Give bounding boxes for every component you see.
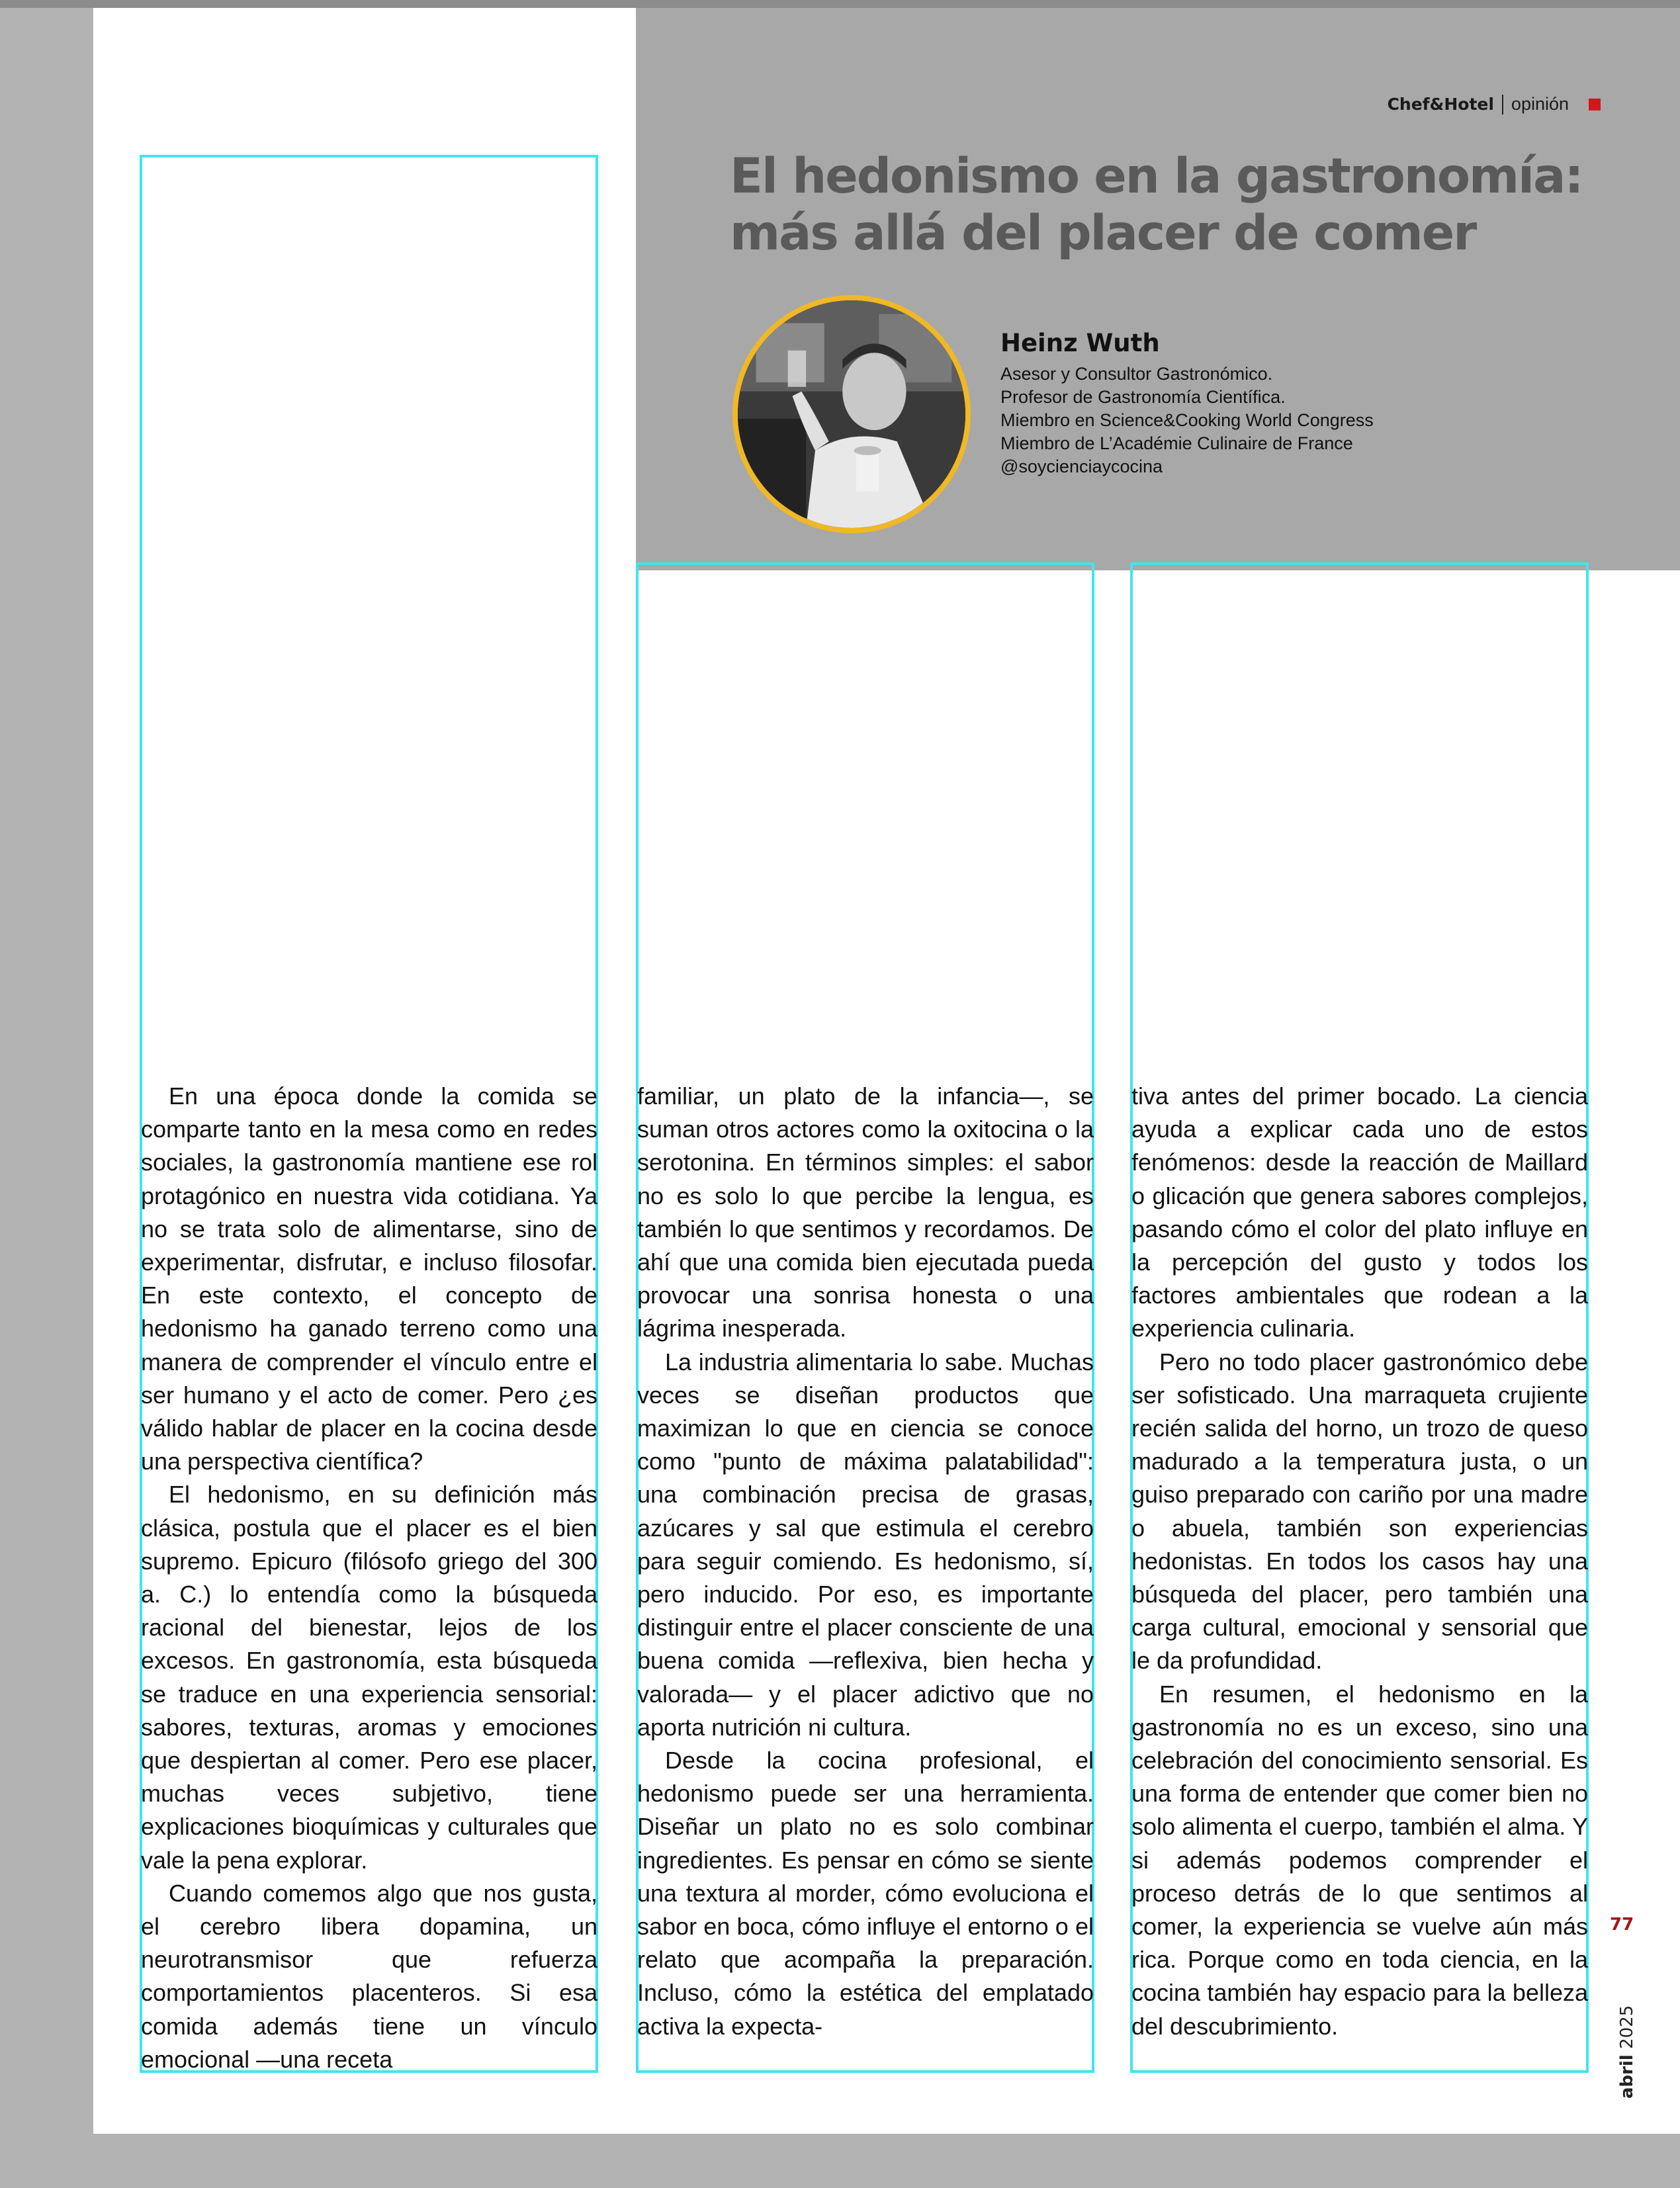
section-divider bbox=[1502, 95, 1503, 114]
author-info bbox=[1000, 329, 1596, 478]
article-paragraph: Desde la cocina profesional, el hedonismo puede ser una herramienta. Diseñar un plato no es solo combinar ingredientes. Es pensar en cómo se siente una textura al morder, cómo evoluciona el sabor en boca, cómo influye el entorno o el relato que acompaña la preparación. Incluso, cómo la estética del emplatado activa la expecta- bbox=[637, 1747, 1094, 2040]
article-paragraph: La industria alimentaria lo sabe. Muchas veces se diseñan productos que maximizan lo que en ciencia se conoce como "punto de máxima palatabilidad": una combinación precisa de grasas, azúcares y sal que estimula el cerebro para seguir comiendo. Es hedonismo, sí, pero inducido. Por eso, es importante distinguir entre el placer consciente de una buena comida —reflexiva, bien hecha y valorada— y el placer adictivo que no aporta nutrición ni cultura. bbox=[637, 1348, 1094, 1741]
article-paragraph: El hedonismo, en su definición más clásica, postula que el placer es el bien supremo. Epicuro (filósofo griego del 300 a. C.) lo entendía como la búsqueda racional del bienestar, lejos de los excesos. En gastronomía, esta búsqueda se traduce en una experiencia sensorial: sabores, texturas, aromas y emociones que despiertan al comer. Pero ese placer, muchas veces subjetivo, tiene explicaciones bioquímicas y culturales que vale la pena explorar. bbox=[141, 1481, 597, 1874]
page-number: 77 bbox=[1610, 1915, 1634, 1935]
section-label bbox=[1388, 94, 1601, 114]
article-paragraph: En una época donde la comida se comparte tanto en la mesa como en redes sociales, la gastronomía mantiene ese rol protagónico en nuestra vida cotidiana. Ya no se trata solo de alimentarse, sino de experimentar, disfrutar, e incluso filosofar. En este contexto, el concepto de hedonismo ha ganado terreno como una manera de comprender el vínculo entre el ser humano y el acto de comer. Pero ¿es válido hablar de placer en la cocina desde una perspectiva científica? bbox=[141, 1082, 597, 1475]
author-social-handle: @soycienciaycocina bbox=[1000, 457, 1163, 476]
article-paragraph: Cuando comemos algo que nos gusta, el cerebro libera dopamina, un neurotransmisor que refuerza comportamientos placenteros. Si esa comida además tiene un vínculo emocional —una receta bbox=[141, 1879, 597, 2073]
section-marker-icon bbox=[1589, 99, 1601, 110]
article-column-1 bbox=[141, 1080, 597, 2076]
author-credential: Miembro de L’Académie Culinaire de France bbox=[1000, 433, 1353, 453]
title-line-2: más allá del placer de comer bbox=[730, 205, 1476, 261]
author-name: Heinz Wuth bbox=[1000, 329, 1160, 357]
issue-date bbox=[1617, 2005, 1637, 2099]
article-column-3 bbox=[1131, 1080, 1588, 2043]
title-line-1: El hedonismo en la gastronomía: bbox=[730, 148, 1583, 204]
top-strip bbox=[0, 0, 1680, 8]
author-portrait bbox=[732, 295, 971, 533]
article-column-2 bbox=[637, 1080, 1094, 2043]
article-paragraph: Pero no todo placer gastronómico debe ser sofisticado. Una marraqueta crujiente recién salida del horno, un trozo de queso madurado a la temperatura justa, o un guiso preparado con cariño por una madre o abuela, también son experiencias hedonistas. En todos los casos hay una búsqueda del placer, pero también una carga cultural, emocional y sensorial que le da profundidad. bbox=[1131, 1348, 1588, 1675]
brand-name: Chef&Hotel bbox=[1387, 95, 1494, 114]
issue-month: abril bbox=[1617, 2054, 1637, 2099]
issue-year: 2025 bbox=[1617, 2005, 1637, 2049]
author-credential: Profesor de Gastronomía Científica. bbox=[1000, 387, 1286, 407]
chef-photo-icon bbox=[738, 300, 965, 528]
article-paragraph: tiva antes del primer bocado. La ciencia ayuda a explicar cada uno de estos fenómenos: desde la reacción de Maillard o glicación que genera sabores complejos, pasando cómo el color del plato influye en la percepción del gusto y todos los factores ambientales que rodean a la experiencia culinaria. bbox=[1131, 1082, 1588, 1342]
magazine-page bbox=[93, 8, 1680, 2134]
author-credential: Miembro en Science&Cooking World Congress bbox=[1000, 410, 1374, 430]
article-title bbox=[730, 148, 1643, 262]
article-paragraph: En resumen, el hedonismo en la gastronomía no es un exceso, sino una celebración del conocimiento sensorial. Es una forma de entender que comer bien no solo alimenta el cuerpo, también el alma. Y si además podemos comprender el proceso detrás de lo que sentimos al comer, la experiencia se vuelve aún más rica. Porque como en toda ciencia, en la cocina también hay espacio para la belleza del descubrimiento. bbox=[1131, 1680, 1588, 2040]
section-name: opinión bbox=[1511, 94, 1569, 114]
author-credential: Asesor y Consultor Gastronómico. bbox=[1000, 364, 1273, 384]
article-paragraph: familiar, un plato de la infancia—, se suman otros actores como la oxitocina o la serotonina. En términos simples: el sabor no es solo lo que percibe la lengua, es también lo que sentimos y recordamos. De ahí que una comida bien ejecutada pueda provocar una sonrisa honesta o una lágrima inesperada. bbox=[637, 1082, 1094, 1342]
